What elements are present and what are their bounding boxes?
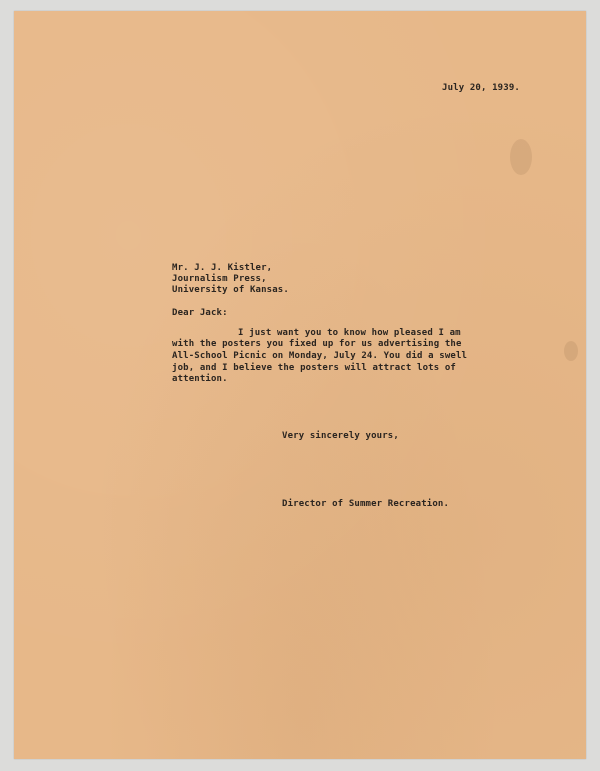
letter-page xyxy=(14,11,586,759)
paper-smudge xyxy=(510,139,532,175)
recipient-name: Mr. J. J. Kistler, xyxy=(172,263,273,273)
signature-title: Director of Summer Recreation. xyxy=(282,499,450,509)
body-line-5: attention. xyxy=(172,374,228,384)
paper-smudge xyxy=(564,341,578,361)
body-line-3: All-School Picnic on Monday, July 24. You did a swell xyxy=(172,351,468,361)
body-line-1: I just want you to know how pleased I am xyxy=(238,328,461,338)
body-line-4: job, and I believe the posters will attract lots of xyxy=(172,363,456,373)
closing: Very sincerely yours, xyxy=(282,431,399,441)
recipient-institution: University of Kansas. xyxy=(172,285,289,295)
recipient-organization: Journalism Press, xyxy=(172,274,267,284)
salutation: Dear Jack: xyxy=(172,308,228,318)
body-line-2: with the posters you fixed up for us advertising the xyxy=(172,339,462,349)
letter-date: July 20, 1939. xyxy=(442,83,520,93)
